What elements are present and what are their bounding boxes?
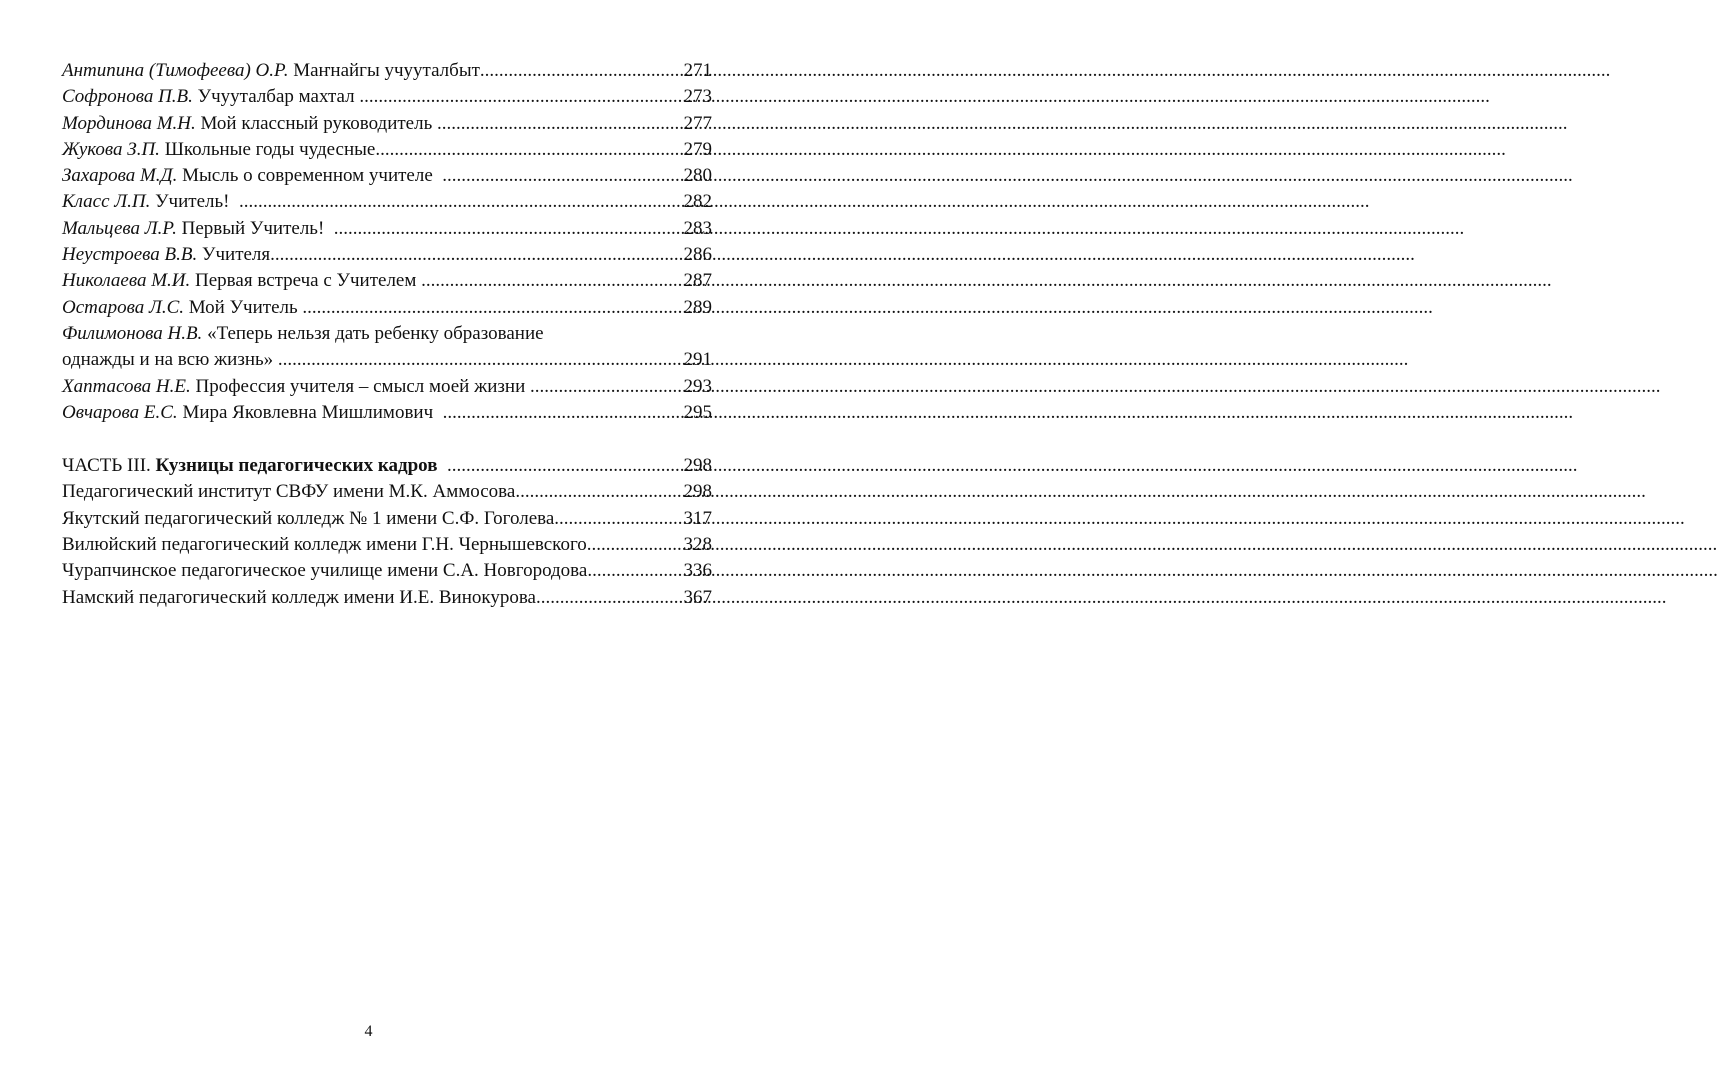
toc-entry [62,163,712,189]
entry-title: Школьные годы чудесные [164,138,376,160]
entry-page-number: 295 [683,401,712,423]
entry-title: Маҥнайгы учууталбыт [293,60,480,81]
leader-dots [284,242,683,268]
entry-title: Чурапчинское педагогическое училище имени С.А. Новгородова [62,560,588,582]
entry-page-number: 271 [683,60,712,81]
toc-entry [62,400,712,426]
entry-author: Софронова П.В. [62,86,193,108]
toc-entry [62,374,712,400]
leader-dots [302,295,683,321]
entry-page-number: 287 [683,270,712,292]
entry-author: Жукова З.П. [62,138,160,160]
entry-author: Неустроева В.В. [62,244,198,266]
entry-title: Учууталбар махтал [197,86,355,108]
leader-dots [239,189,684,215]
entry-title: Якутский педагогический колледж № 1 имени С.Ф. Гоголева [62,507,555,529]
entry-page-number: 367 [683,586,712,608]
entry-author: Захарова М.Д. [62,165,178,187]
leader-dots [442,163,683,189]
entry-page-number: 280 [683,165,712,187]
leader-dots [587,558,683,584]
toc-entry [62,216,712,242]
toc-entry [62,506,712,532]
entry-author: Класс Л.П. [62,191,151,213]
toc-entry-continuation [62,347,712,373]
entry-page-number: 283 [683,217,712,239]
page-number: 4 [364,1023,373,1040]
leader-dots [421,268,683,294]
entry-page-number: 328 [683,534,712,556]
toc-entry [62,111,712,137]
entry-page-number: 336 [683,560,712,582]
leader-dots [273,347,683,373]
leader-dots [554,506,683,532]
toc-entry [62,137,712,163]
leader-dots [515,479,683,505]
entry-page-number: 298 [683,455,712,477]
leader-dots [359,84,683,110]
toc-entry [62,268,712,294]
entry-title-line2: однажды и на всю жизнь» [62,349,274,371]
leader-dots [437,111,684,137]
entry-title: Мира Яковлевна Мишлимович [182,401,434,423]
entry-author: Антипина (Тимофеева) О.Р. [62,60,289,81]
entry-author: Овчарова Е.С. [62,401,178,423]
toc-entry [62,58,712,84]
leader-dots [443,400,684,426]
section-gap [62,426,712,453]
entry-author: Филимонова Н.В. [62,322,203,344]
toc-entry-first-line [62,321,712,347]
entry-author: Николаева М.И. [62,270,191,292]
entry-title: Педагогический институт СВФУ имени М.К. Аммосова [62,481,516,503]
entry-title: Первая встреча с Учителем [195,270,417,292]
entry-author: Мординова М.Н. [62,112,196,134]
entry-title: Первый Учитель! [181,217,325,239]
part-title: Кузницы педагогических кадров [155,455,438,477]
toc-entry [62,585,712,611]
entry-title: Учитель! [155,191,230,213]
entry-page-number: 289 [683,296,712,318]
entry-author: Мальцева Л.Р. [62,217,177,239]
entry-title: Профессия учителя – смысл моей жизни [195,375,526,397]
entry-page-number: 279 [683,138,712,160]
toc-entry [62,189,712,215]
document-page [0,0,737,1077]
entry-author: Хаптасова Н.Е. [62,375,191,397]
entry-title: Вилюйский педагогический колледж имени Г.Н. Чернышевского [62,534,587,556]
entry-page-number: 291 [683,349,712,371]
leader-dots [530,374,684,400]
entry-title: Мысль о современном учителе [182,165,433,187]
entry-page-number: 282 [683,191,712,213]
entry-page-number: 293 [683,375,712,397]
entry-title: Мой классный руководитель [200,112,433,134]
entry-page-number: 298 [683,481,712,503]
toc-entry [62,295,712,321]
entry-title-line1: «Теперь нельзя дать ребенку образование [207,322,544,344]
leader-dots [375,137,683,163]
leader-dots [536,585,684,611]
entry-page-number: 286 [683,244,712,266]
leader-dots [334,216,684,242]
entry-title: Намский педагогический колледж имени И.Е. Винокурова [62,586,536,608]
entry-page-number: 273 [683,86,712,108]
toc-entry [62,479,712,505]
entry-author: Остарова Л.С. [62,296,185,318]
entry-page-number: 317 [683,507,712,529]
entry-title: Учителя... [202,244,285,266]
leader-dots [480,58,684,84]
table-of-contents [62,58,712,611]
part-prefix: ЧАСТЬ III. [62,455,151,477]
entry-title: Мой Учитель [188,296,298,318]
leader-dots [447,453,684,479]
toc-entry [62,558,712,584]
entry-page-number: 277 [683,112,712,134]
leader-dots [587,532,684,558]
part-heading [62,453,712,479]
toc-entry [62,532,712,558]
toc-entry [62,84,712,110]
toc-entry [62,242,712,268]
